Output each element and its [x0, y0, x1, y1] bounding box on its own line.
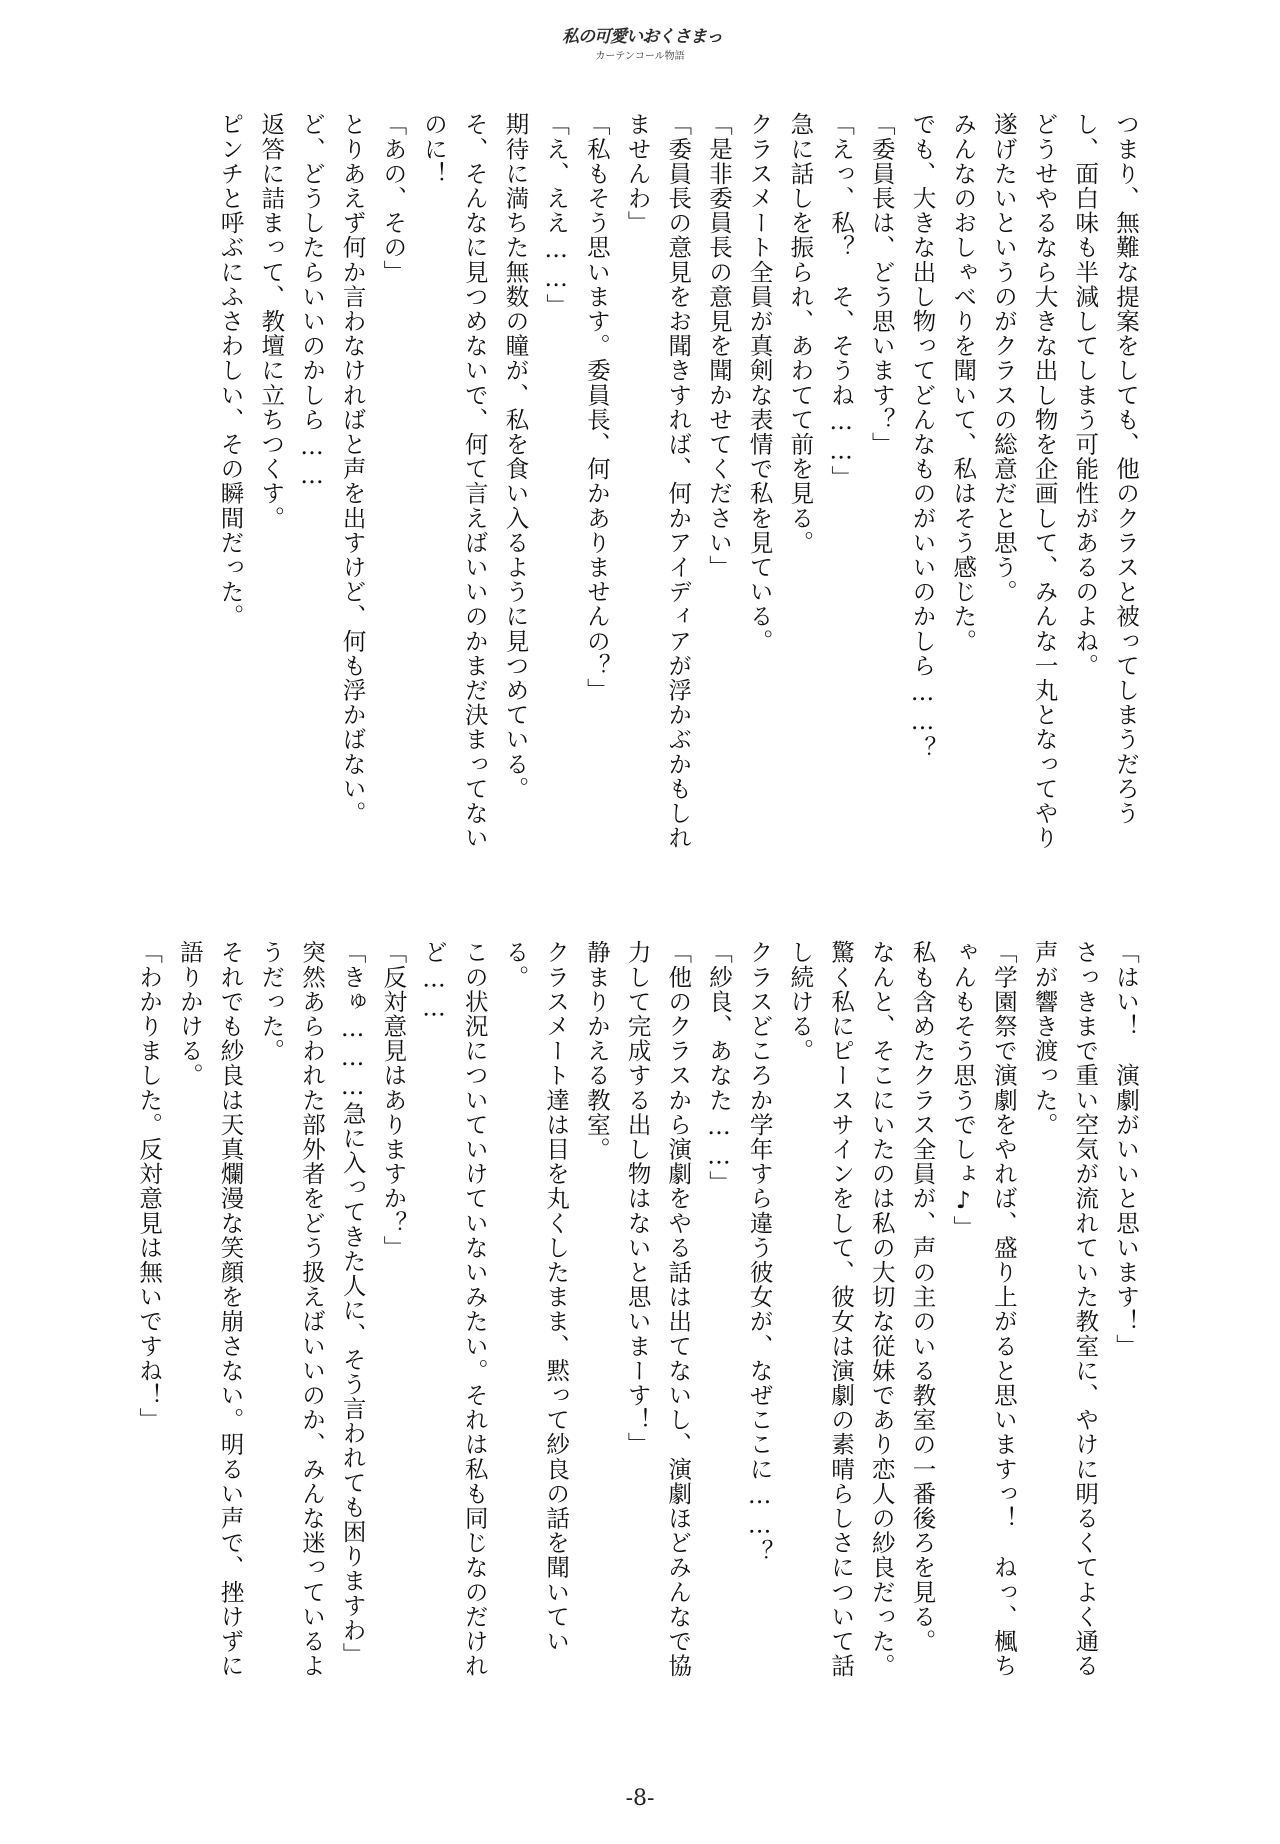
dialogue-line: 「委員長の意見をお聞きすれば、何かアイディアが浮かぶかもしれませんわ」 — [623, 112, 693, 850]
dialogue-line: 「きゅ………急に入ってきた人に、そう言われても困りますわ」 — [338, 940, 367, 1667]
paragraph: 驚く私にピースサインをして、彼女は演劇の素晴らしさについて話し続ける。 — [786, 940, 856, 1678]
paragraph: 返答に詰まって、教壇に立ちつくす。 — [257, 112, 286, 531]
paragraph: ど、どうしたらいいのかしら…… — [297, 112, 326, 490]
paragraph: さっきまで重い空気が流れていた教室に、やけに明るくてよく通る声が響き渡った。 — [1030, 940, 1100, 1678]
paragraph: この状況についていけていないみたい。それは私も同じなのだけれど…… — [420, 940, 489, 1678]
paragraph: とりあえず何か言わなければと声を出すけど、何も浮かばない。 — [338, 112, 367, 826]
paragraph: そ、そんなに見つめないで、何て言えばいいのかまだ決まってないのに！ — [420, 112, 489, 850]
book-title-logo — [562, 26, 722, 76]
text-block-bottom — [135, 940, 1146, 1700]
paragraph: でも、大きな出し物ってどんなものがいいのかしら……？ — [908, 112, 937, 761]
dialogue-line: 「学園祭で演劇をやれば、盛り上がると思いますっ！ ねっ、楓ちゃんもそう思うでしょ♪」 — [949, 940, 1018, 1678]
dialogue-line: 「紗良、あなた……」 — [704, 940, 733, 1195]
paragraph: 突然あらわれた部外者をどう扱えばいいのか、みんな迷っているようだった。 — [257, 940, 326, 1678]
dialogue-line: 「私もそう思います。委員長、何かありませんの？」 — [582, 112, 611, 703]
logo-title: 私の可愛いおくさまっ — [562, 27, 722, 47]
paragraph: クラスどころか学年すら違う彼女が、なぜここに……？ — [745, 940, 774, 1564]
paragraph: 急に話しを振られ、あわてて前を見る。 — [786, 112, 815, 555]
paragraph: なんと、そこにいたのは私の大切な従妹であり恋人の紗良だった。 — [867, 940, 896, 1678]
text-block-top — [176, 112, 1146, 872]
paragraph: クラスメート達は目を丸くしたまま、黙って紗良の話を聞いている。 — [501, 940, 571, 1654]
dialogue-line: 「わかりました。反対意見は無いですね！」 — [135, 940, 164, 1432]
dialogue-line: 「あの、その」 — [379, 112, 408, 285]
paragraph: どうせやるなら大きな出し物を企画して、みんな一丸となってやり遂げたいというのがクラスの総意だと思う。 — [989, 112, 1059, 850]
dialogue-line: 「反対意見はありますか？」 — [379, 940, 408, 1260]
dialogue-line: 「他のクラスから演劇をやる話は出てないし、演劇ほどみんなで協力して完成する出し物はないと思いまーす！」 — [623, 940, 693, 1678]
paragraph: クラスメート全員が真剣な表情で私を見ている。 — [745, 112, 774, 654]
paragraph: みんなのおしゃべりを聞いて、私はそう感じた。 — [949, 112, 978, 654]
dialogue-line: 「委員長は、どう思います？」 — [867, 112, 896, 457]
paragraph: 期待に満ちた無数の瞳が、私を食い入るように見つめている。 — [501, 112, 530, 801]
paragraph: ピンチと呼ぶにふさわしい、その瞬間だった。 — [216, 112, 245, 629]
page-number: -8- — [625, 1786, 655, 1811]
paragraph: つまり、無難な提案をしても、他のクラスと被ってしまうだろうし、面白味も半減してしまう可能性があるのよね。 — [1071, 112, 1140, 826]
dialogue-line: 「是非委員長の意見を聞かせてください」 — [704, 112, 733, 580]
paragraph: 静まりかえる教室。 — [582, 940, 611, 1162]
logo-subtitle: カーテンコール物語 — [595, 51, 685, 62]
dialogue-line: 「はい！ 演劇がいいと思います！」 — [1112, 940, 1140, 1359]
paragraph: それでも紗良は天真爛漫な笑顔を崩さない。明るい声で、挫けずに語りかける。 — [175, 940, 245, 1678]
dialogue-line: 「えっ、私？ そ、そうね……」 — [827, 112, 856, 490]
paragraph: 私も含めたクラス全員が、声の主のいる教室の一番後ろを見る。 — [908, 940, 937, 1654]
dialogue-line: 「え、ええ……」 — [542, 112, 571, 318]
